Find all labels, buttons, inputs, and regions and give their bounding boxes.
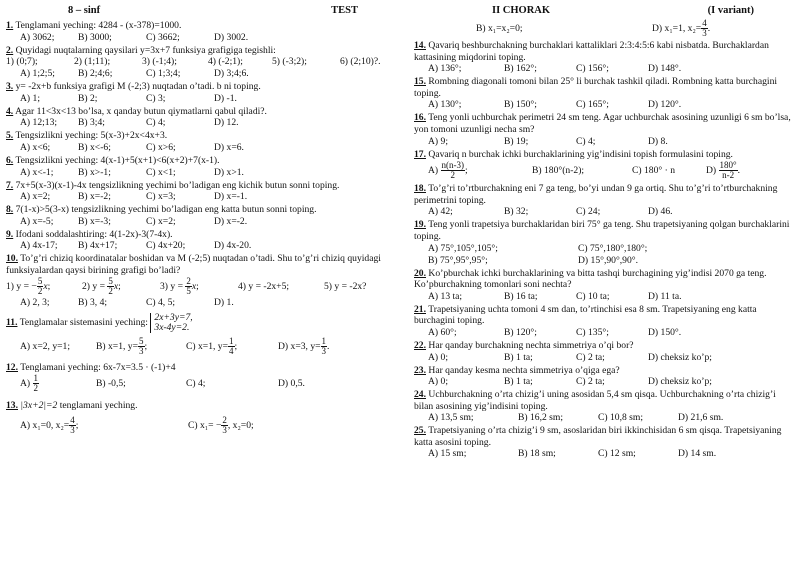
question-4 bbox=[6, 106, 402, 118]
denominator: 2 bbox=[108, 285, 113, 296]
question-19 bbox=[414, 219, 794, 242]
left-header bbox=[6, 5, 402, 19]
option-b: B) 3000; bbox=[78, 31, 112, 43]
option-d: D) 150°. bbox=[648, 326, 682, 338]
question-1 bbox=[6, 20, 402, 32]
question-text: Tenglamani yeching: 6x-7x=3.5 · (-1)+4 bbox=[20, 361, 176, 373]
option-b: B) 16 ta; bbox=[504, 290, 538, 302]
options-8 bbox=[6, 216, 402, 228]
option-a: A) 1;2;5; bbox=[20, 68, 55, 80]
question-22 bbox=[414, 340, 794, 352]
question-number: 2. bbox=[6, 44, 14, 56]
option-label: A) bbox=[428, 165, 439, 177]
func-label: 2) y = bbox=[82, 280, 105, 292]
question-text: Rombning diagonali tomoni bilan 25° li burchak tashkil qiladi. Rombning katta burchagini toping. bbox=[414, 76, 778, 99]
option-d: D) 1. bbox=[214, 296, 234, 308]
option-a bbox=[20, 373, 96, 395]
equation: |3x+2|=2 bbox=[20, 400, 58, 412]
question-number: 18. bbox=[414, 183, 426, 195]
test-label: TEST bbox=[331, 5, 358, 16]
option-b: B) 18 sm; bbox=[518, 448, 556, 460]
option-b: B) 2; bbox=[78, 92, 98, 104]
option-d: D) x>1. bbox=[214, 166, 244, 178]
fraction bbox=[719, 161, 738, 180]
denominator: 3 bbox=[222, 425, 227, 436]
func-2: 2) y = $\frac{5}{2}$ x; bbox=[82, 275, 121, 296]
option-a: A) 75°,105°,105°; bbox=[428, 242, 498, 254]
fraction bbox=[441, 161, 466, 180]
option-d: D) 0,5. bbox=[278, 378, 305, 390]
question-number: 7. bbox=[6, 179, 14, 191]
func-label: 3) y = bbox=[160, 280, 183, 292]
option-a: A) 136°; bbox=[428, 63, 462, 75]
fraction bbox=[33, 374, 40, 393]
question-number: 25. bbox=[414, 425, 426, 437]
option-label: C) x₁= bbox=[188, 419, 214, 431]
question-text: Qavariq n burchak ichki burchaklarining yig’indisini topish formulasini toping. bbox=[428, 148, 733, 160]
question-10 bbox=[6, 253, 402, 276]
question-text: 7(1-x)>5(3-x) tengsizlikning yechimi bo’ladigan eng katta butun sonni toping. bbox=[15, 204, 317, 216]
question-24 bbox=[414, 389, 794, 412]
option-d: D) 12. bbox=[214, 117, 239, 129]
question-12 bbox=[6, 362, 402, 374]
option-d: D) x=6. bbox=[214, 141, 244, 153]
option-d: D) cheksiz ko’p; bbox=[648, 351, 712, 363]
question-text: Tengsizlikni yeching: 5(x-3)+2x<4x+3. bbox=[15, 130, 168, 142]
option-a: A) 42; bbox=[428, 206, 453, 218]
option-d: D) 46. bbox=[648, 206, 673, 218]
option-label: D) bbox=[706, 165, 717, 177]
question-number: 9. bbox=[6, 228, 14, 240]
func-label: 1) y = bbox=[6, 280, 29, 292]
question-number: 19. bbox=[414, 219, 426, 231]
option-a: A) 130°; bbox=[428, 99, 462, 111]
point-5: 5) (-3;2); bbox=[272, 56, 307, 68]
question-25 bbox=[414, 425, 794, 448]
option-d: D) 148°. bbox=[648, 63, 682, 75]
option-d: D) x=-2. bbox=[214, 215, 248, 227]
question-8 bbox=[6, 204, 402, 216]
option-c: C) 180° · n bbox=[632, 165, 676, 177]
option-b: B) 162°; bbox=[504, 63, 537, 75]
option-label: A) x₁=0, x₂= bbox=[20, 419, 70, 431]
option-c: C) x=2; bbox=[146, 215, 176, 227]
option-b: B) 75°,95°,95°; bbox=[428, 254, 488, 266]
options-3 bbox=[6, 93, 402, 105]
question-number: 14. bbox=[414, 40, 426, 51]
question-11 bbox=[6, 313, 402, 333]
option-c: C) 10,8 sm; bbox=[598, 412, 644, 424]
option-b: B) 19; bbox=[504, 135, 529, 147]
option-c: C) x>6; bbox=[146, 141, 176, 153]
question-text: Tengsizlikni yeching: 4(x-1)+5(x+1)<6(x+2)+7(x-1). bbox=[15, 154, 220, 166]
question-text: Ifodani soddalashtiring: 4(1-2x)-3(7-4x). bbox=[15, 228, 173, 240]
question-number: 13. bbox=[6, 400, 18, 412]
question-number: 8. bbox=[6, 204, 14, 216]
denominator: 3 bbox=[702, 28, 707, 39]
question-number: 23. bbox=[414, 364, 426, 376]
option-c: C) 75°,180°,180°; bbox=[578, 242, 648, 254]
denominator: 5 bbox=[186, 285, 191, 296]
options-6 bbox=[6, 167, 402, 179]
option-a: A) 13,5 sm; bbox=[428, 412, 474, 424]
option-d: D) 21,6 sm. bbox=[678, 412, 724, 424]
point-6: 6) (2;10)?. bbox=[340, 56, 381, 68]
point-1: 1) (0;7); bbox=[6, 56, 38, 68]
options-23 bbox=[414, 376, 794, 388]
denominator: 3 bbox=[70, 425, 75, 436]
options-20 bbox=[414, 291, 794, 303]
numerator: 1 bbox=[321, 335, 327, 346]
question-text: Agar 11<3x<13 bo’lsa, x qanday butun qiymatlarni qabul qiladi?. bbox=[15, 105, 267, 117]
question-text: Tenglamani yeching: 4284 - (x-378)=1000. bbox=[15, 20, 182, 31]
question-number: 12. bbox=[6, 361, 18, 373]
left-column bbox=[6, 5, 402, 437]
options-7 bbox=[6, 191, 402, 203]
denominator: 3 bbox=[321, 345, 327, 356]
func-1: 1) y = − $\frac{5}{2}$ x; bbox=[6, 275, 51, 296]
point-3: 3) (-1;4); bbox=[142, 56, 177, 68]
option-d: D) 8. bbox=[648, 135, 668, 147]
question-17 bbox=[414, 149, 794, 161]
option-b: B) x=1, y= $\frac{5}{3}$ ; bbox=[96, 335, 148, 356]
option-b: B) 32; bbox=[504, 206, 529, 218]
option-b: B) x<-6; bbox=[78, 141, 111, 153]
option-b: B) x=-2; bbox=[78, 191, 111, 203]
option-c: C) 4; bbox=[146, 117, 166, 129]
question-2 bbox=[6, 45, 402, 57]
options-11 bbox=[6, 336, 402, 358]
denominator: 2 bbox=[33, 383, 39, 394]
option-a: A) 2, 3; bbox=[20, 296, 50, 308]
option-c: C) 4; bbox=[576, 135, 596, 147]
option-d: D) 120°. bbox=[648, 99, 682, 111]
question-text: y= -2x+b funksiya grafigi M (-2;3) nuqtadan o’tadi. b ni toping. bbox=[15, 81, 261, 93]
option-c: C) 24; bbox=[576, 206, 601, 218]
fraction bbox=[138, 337, 145, 356]
option-a: A) x<-1; bbox=[20, 166, 54, 178]
question-number: 11. bbox=[6, 316, 18, 328]
question-text: Teng yonli uchburchak perimetri 24 sm teng. Agar uchburchak asosining uzunligi 6 sm bo’lsa, yon tomoni uzunligi necha sm? bbox=[414, 112, 791, 135]
option-a: A) 9; bbox=[428, 135, 448, 147]
option-c: C) 4x+20; bbox=[146, 240, 186, 252]
option-b: B) 3, 4; bbox=[78, 296, 108, 308]
question-7 bbox=[6, 180, 402, 192]
option-b: B) 1 ta; bbox=[504, 376, 533, 388]
question-text: To’g’ri chiziq koordinatalar boshidan va M (-2;5) nuqtadan o’tadi. Shu to’g’ri chiziq quyidagi funksiyalardan qaysi birining grafigi bo’ladi? bbox=[6, 253, 381, 276]
numerator: 1 bbox=[229, 335, 234, 346]
option-c: C) 12 sm; bbox=[598, 448, 636, 460]
option-a: A) 0; bbox=[428, 351, 448, 363]
options-22 bbox=[414, 352, 794, 364]
options-19 bbox=[414, 243, 794, 255]
options-15 bbox=[414, 99, 794, 111]
option-d: D) $\frac{180^\circ}{n-2}$ . bbox=[706, 160, 741, 181]
point-4: 4) (-2;1); bbox=[208, 56, 243, 68]
option-c: C) x<1; bbox=[146, 166, 176, 178]
question-text: Qavariq beshburchakning burchaklari kattaliklari 2:3:4:5:6 kabi nisbatda. Burchaklardan kattasining miqdorini toping. bbox=[414, 40, 769, 63]
points-2 bbox=[6, 56, 402, 68]
option-label: D) x=3, y= bbox=[278, 340, 321, 352]
numerator: 4 bbox=[702, 18, 707, 29]
option-a: A) 1; bbox=[20, 92, 40, 104]
question-number: 4. bbox=[6, 105, 14, 117]
option-a: A) x<6; bbox=[20, 141, 51, 153]
question-number: 20. bbox=[414, 267, 426, 279]
option-d: D) x=3, y= $\frac{1}{3}$ . bbox=[278, 335, 330, 356]
options-13-continued bbox=[414, 19, 794, 39]
options-14 bbox=[414, 63, 794, 75]
fraction bbox=[69, 416, 76, 435]
denominator: 3 bbox=[139, 345, 144, 356]
options-9 bbox=[6, 240, 402, 252]
option-b: B) 16,2 sm; bbox=[518, 412, 564, 424]
equation-1: 2x+3y=7, bbox=[154, 311, 193, 323]
option-label: C) x=1, y= bbox=[186, 340, 229, 352]
question-18 bbox=[414, 183, 794, 206]
option-label: A) bbox=[20, 378, 31, 390]
question-16 bbox=[414, 112, 794, 135]
options-13 bbox=[6, 415, 402, 437]
options-1 bbox=[6, 32, 402, 44]
numerator: 2 bbox=[186, 275, 191, 286]
numerator: 180° bbox=[719, 160, 737, 171]
option-a: A) x=2; bbox=[20, 191, 51, 203]
question-15 bbox=[414, 76, 794, 99]
numerator: 5 bbox=[37, 275, 43, 286]
question-number: 24. bbox=[414, 389, 426, 401]
option-c: C) 2 ta; bbox=[576, 376, 605, 388]
option-d: D) 11 ta. bbox=[648, 290, 682, 302]
option-a: A) 15 sm; bbox=[428, 448, 467, 460]
option-c: C) 156°; bbox=[576, 63, 609, 75]
question-number: 22. bbox=[414, 339, 426, 351]
numerator: 4 bbox=[70, 415, 75, 426]
option-b: B) 180°(n-2); bbox=[532, 165, 585, 177]
option-d: D) 3;4;6. bbox=[214, 68, 249, 80]
point-2: 2) (1;11); bbox=[74, 56, 111, 68]
func-5: 5) y = -2x? bbox=[324, 280, 367, 292]
question-number: 6. bbox=[6, 154, 14, 166]
option-label: D) x₁=1, x₂= bbox=[652, 23, 702, 34]
options-21 bbox=[414, 327, 794, 339]
option-d: D) -1. bbox=[214, 92, 237, 104]
question-20 bbox=[414, 268, 794, 291]
question-9 bbox=[6, 229, 402, 241]
question-number: 17. bbox=[414, 148, 426, 160]
func-4: 4) y = -2x+5; bbox=[238, 280, 290, 292]
fraction bbox=[321, 337, 328, 356]
question-text: 7x+5(x-3)(x-1)-4x tengsizlikning yechimi bo’ladigan eng kichik butun sonni toping. bbox=[15, 179, 340, 191]
question-text: Tenglamalar sistemasini yeching: bbox=[19, 316, 148, 328]
options-19b bbox=[414, 255, 794, 267]
options-5 bbox=[6, 142, 402, 154]
question-text: Quyidagi nuqtalarning qaysilari y=3x+7 funksiya grafigiga tegishli: bbox=[15, 44, 276, 56]
option-a: A) 0; bbox=[428, 376, 448, 388]
quarter-label: II CHORAK bbox=[492, 5, 551, 16]
option-c: C) 135°; bbox=[576, 326, 609, 338]
question-number: 1. bbox=[6, 20, 14, 31]
numerator: 2 bbox=[222, 415, 227, 426]
variant-label: (I variant) bbox=[707, 5, 754, 16]
denominator: 2 bbox=[37, 285, 43, 296]
question-text: tenglamani yeching. bbox=[59, 400, 138, 412]
option-b: B) 1 ta; bbox=[504, 351, 533, 363]
equation-2: 3x-4y=2. bbox=[154, 321, 190, 333]
option-c: C) 10 ta; bbox=[576, 290, 610, 302]
question-text: To’g’ri to’rtburchakning eni 7 ga teng, bo’yi undan 9 ga ortiq. Shu to’g’ri to’rtburchakning perimetrini toping. bbox=[414, 183, 778, 206]
option-d: D) cheksiz ko’p; bbox=[648, 376, 712, 388]
option-d: D) 3002. bbox=[214, 31, 249, 43]
option-d: D) 15°,90°,90°. bbox=[578, 254, 639, 266]
question-5 bbox=[6, 130, 402, 142]
options-12 bbox=[6, 373, 402, 395]
fraction bbox=[701, 19, 708, 38]
option-c: C) 3662; bbox=[146, 31, 180, 43]
question-text: Har qanday kesma nechta simmetriya o’qiga ega? bbox=[428, 364, 620, 376]
question-3 bbox=[6, 81, 402, 93]
grade-label: 8 – sinf bbox=[68, 5, 101, 16]
denominator: n-2 bbox=[722, 170, 735, 181]
question-number: 15. bbox=[414, 76, 426, 88]
question-23 bbox=[414, 365, 794, 377]
question-text: Har qanday burchakning nechta simmetriya o’qi bor? bbox=[428, 339, 634, 351]
option-label: B) x=1, y= bbox=[96, 340, 139, 352]
option-c: C) 2 ta; bbox=[576, 351, 605, 363]
right-column bbox=[414, 5, 794, 460]
option-b: B) 150°; bbox=[504, 99, 537, 111]
denominator: 2 bbox=[450, 170, 456, 181]
options-24 bbox=[414, 412, 794, 424]
option-a: A) x=-5; bbox=[20, 215, 54, 227]
option-a: A) 4x-17; bbox=[20, 240, 58, 252]
option-c: C) 3; bbox=[146, 92, 166, 104]
denominator: 4 bbox=[229, 345, 234, 356]
question-number: 3. bbox=[6, 81, 14, 93]
option-b: B) x=-3; bbox=[78, 215, 111, 227]
question-6 bbox=[6, 155, 402, 167]
fraction bbox=[228, 337, 235, 356]
option-b: B) 3;4; bbox=[78, 117, 105, 129]
option-c: C) x=1, y= $\frac{1}{4}$ ; bbox=[186, 335, 238, 356]
question-number: 5. bbox=[6, 130, 14, 142]
question-text: Ko’pburchak ichki burchaklarining va bitta tashqi burchagining yig’indisi 2070 ga teng. Ko’pburchakning tomonlari soni nechta? bbox=[414, 267, 767, 291]
option-d: D) 14 sm. bbox=[678, 448, 717, 460]
options-18 bbox=[414, 206, 794, 218]
numerator: 5 bbox=[108, 275, 113, 286]
question-text: Uchburchakning o’rta chizig’i uning asosidan 5,4 sm qisqa. Uchburchakning o’rta chizig’i bilan asosining yig’indisini toping. bbox=[414, 389, 776, 412]
option-d: D) x₁=1, x₂= $\frac{4}{3}$ . bbox=[652, 18, 711, 39]
option-b: B) x>-1; bbox=[78, 166, 111, 178]
question-text: Trapetsiyaning uchta tomoni 4 sm dan, to’rtinchisi esa 8 sm. Trapetsiyaning eng katta burchagini toping. bbox=[414, 303, 757, 327]
option-tail: , x₂=0; bbox=[227, 419, 254, 431]
option-b: B) x₁=x₂=0; bbox=[476, 23, 523, 34]
options-17 bbox=[414, 160, 794, 182]
option-b: B) 120°; bbox=[504, 326, 537, 338]
question-number: 21. bbox=[414, 303, 426, 315]
option-b: B) -0,5; bbox=[96, 378, 126, 390]
question-13 bbox=[6, 400, 402, 412]
options-4 bbox=[6, 117, 402, 129]
options-16 bbox=[414, 136, 794, 148]
options-10 bbox=[6, 297, 402, 309]
option-a: A) 3062; bbox=[20, 31, 55, 43]
numerator: n(n-3) bbox=[441, 160, 465, 171]
options-2 bbox=[6, 68, 402, 80]
option-a: A) $\frac{n(n-3)}{2}$ ; bbox=[428, 160, 468, 181]
equation-system bbox=[150, 313, 192, 333]
numerator: 1 bbox=[33, 373, 39, 384]
option-c: C) 165°; bbox=[576, 99, 609, 111]
option-c: C) 4, 5; bbox=[146, 296, 176, 308]
option-c: C) 4; bbox=[186, 378, 206, 390]
option-a: A) x₁=0, x₂= $\frac{4}{3}$ ; bbox=[20, 415, 79, 436]
func-3: 3) y = $\frac{2}{5}$ x; bbox=[160, 275, 199, 296]
question-text: Trapetsiyaning o’rta chizig’i 9 sm, asoslaridan biri ikkinchisidan 6 sm qisqa. Trapetsiyaning katta asosini toping. bbox=[414, 425, 782, 448]
option-d: D) 4x-20. bbox=[214, 240, 252, 252]
option-b: B) 2;4;6; bbox=[78, 68, 113, 80]
option-a: A) 13 ta; bbox=[428, 290, 463, 302]
question-21 bbox=[414, 304, 794, 327]
option-c: C) x=3; bbox=[146, 191, 176, 203]
question-14 bbox=[414, 40, 794, 63]
options-25 bbox=[414, 448, 794, 460]
option-c: C) x₁= − $\frac{2}{3}$ , x₂=0; bbox=[188, 415, 254, 436]
option-b: B) 4x+17; bbox=[78, 240, 118, 252]
question-number: 10. bbox=[6, 253, 18, 265]
option-a: A) 60°; bbox=[428, 326, 457, 338]
option-d: D) x=-1. bbox=[214, 191, 248, 203]
question-text: Teng yonli trapetsiya burchaklaridan biri 75° ga teng. Shu trapetsiyaning qolgan burchaklarini toping. bbox=[414, 219, 790, 242]
option-c: C) 1;3;4; bbox=[146, 68, 181, 80]
right-header bbox=[414, 5, 794, 19]
option-a: A) x=2, y=1; bbox=[20, 340, 70, 352]
numerator: 5 bbox=[139, 335, 144, 346]
functions-10 bbox=[6, 277, 402, 297]
question-number: 16. bbox=[414, 112, 426, 124]
option-a: A) 12;13; bbox=[20, 117, 58, 129]
